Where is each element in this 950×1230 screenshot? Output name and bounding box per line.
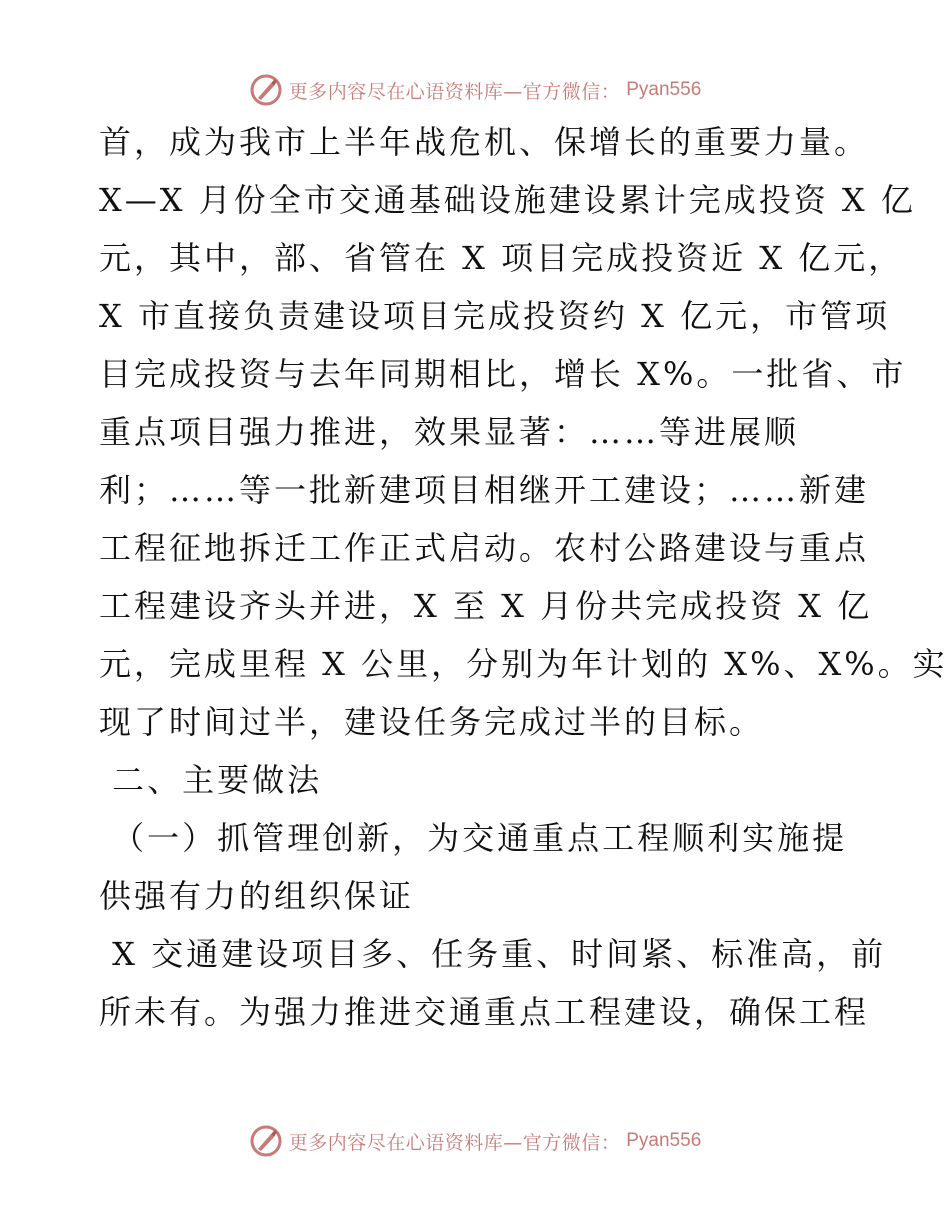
header-watermark <box>0 70 950 110</box>
subsection-heading: 供强有力的组织保证 <box>99 877 415 915</box>
paragraph-line: 元，完成里程 X 公里，分别为年计划的 X%、X%。实 <box>99 645 948 683</box>
footer-watermark <box>0 1121 950 1161</box>
paragraph-line: 工程征地拆迁工作正式启动。农村公路建设与重点 <box>99 529 870 567</box>
paragraph-line: X—X 月份全市交通基础设施建设累计完成投资 X 亿 <box>99 181 916 219</box>
section-heading: 二、主要做法 <box>99 761 323 799</box>
paragraph-line: 重点项目强力推进，效果显著：……等进展顺 <box>99 413 800 451</box>
watermark-text: 更多内容尽在心语资料库—官方微信： <box>288 80 621 103</box>
paragraph-line: 所未有。为强力推进交通重点工程建设，确保工程 <box>99 993 870 1031</box>
paragraph-line: 首，成为我市上半年战危机、保增长的重要力量。 <box>99 123 870 161</box>
subsection-heading: （一）抓管理创新，为交通重点工程顺利实施提 <box>99 819 848 857</box>
paragraph-line: 元，其中，部、省管在 X 项目完成投资近 X 亿元， <box>99 239 904 277</box>
pen-logo-icon <box>249 73 283 107</box>
paragraph-line: 利；……等一批新建项目相继开工建设；……新建 <box>99 471 870 509</box>
paragraph-line: X 市直接负责建设项目完成投资约 X 亿元，市管项 <box>99 297 891 335</box>
paragraph-line: 目完成投资与去年同期相比，增长 X%。一批省、市 <box>99 355 907 393</box>
watermark-brand: Pyan556 <box>626 1130 702 1151</box>
paragraph-line: X 交通建设项目多、任务重、时间紧、标准高，前 <box>99 935 887 973</box>
pen-logo-icon <box>249 1124 283 1158</box>
watermark-brand: Pyan556 <box>626 79 702 100</box>
paragraph-line: 现了时间过半，建设任务完成过半的目标。 <box>99 703 765 741</box>
paragraph-line: 工程建设齐头并进，X 至 X 月份共完成投资 X 亿 <box>99 587 873 625</box>
watermark-text: 更多内容尽在心语资料库—官方微信： <box>288 1131 621 1154</box>
document-body <box>99 122 948 1050</box>
